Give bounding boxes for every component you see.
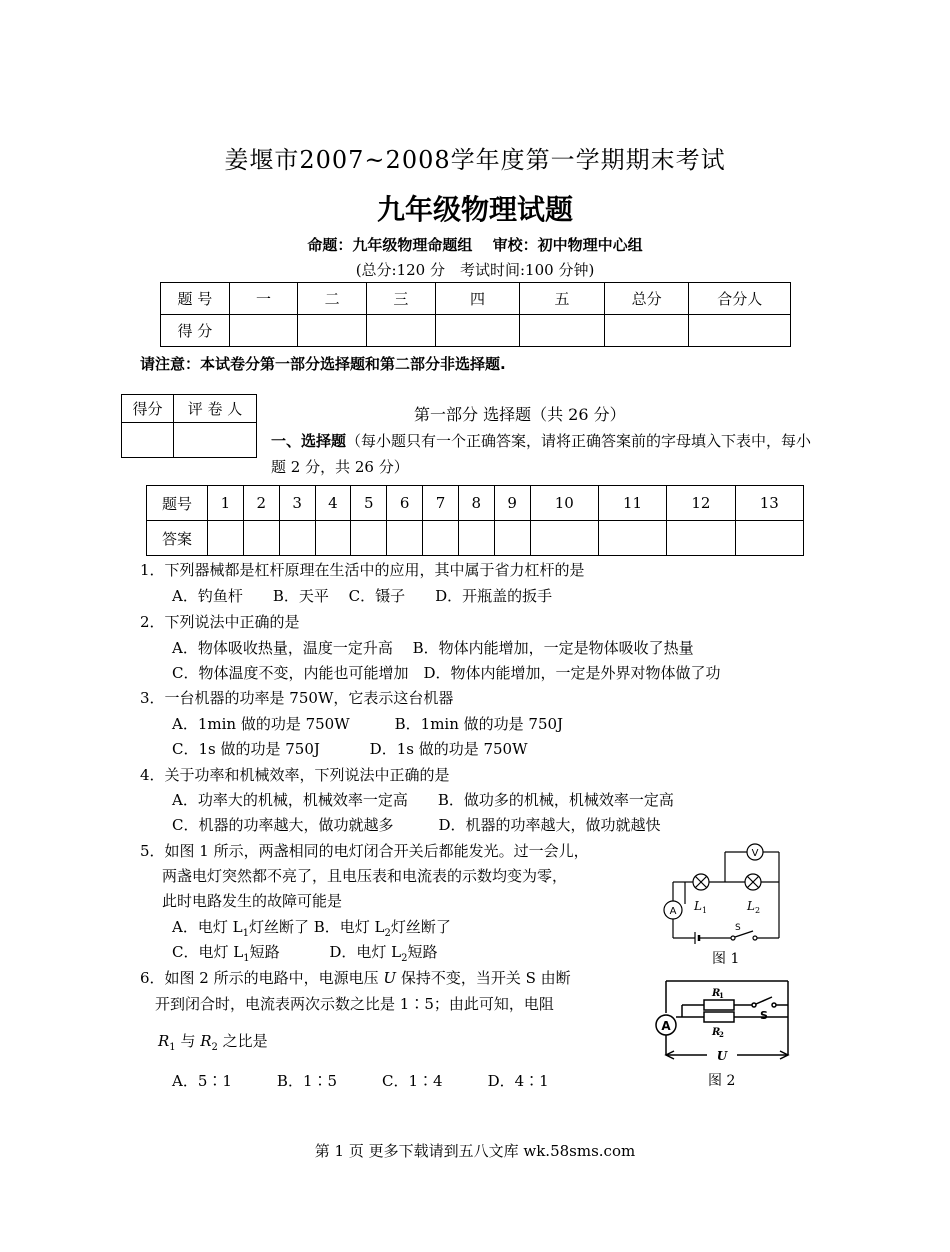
fig2-r2-label: R xyxy=(712,1027,721,1038)
figure1-caption: 图 1 xyxy=(712,951,740,967)
score-cell: 题 号 xyxy=(161,283,230,315)
answer-table-answer-row xyxy=(147,521,804,556)
answer-empty-cell[interactable] xyxy=(458,521,494,556)
q3-stem: 3．一台机器的功率是 750W，它表示这台机器 xyxy=(140,689,454,707)
q6-stem-1 xyxy=(140,967,571,988)
q1-stem: 1．下列器械都是杠杆原理在生活中的应用，其中属于省力杠杆的是 xyxy=(140,561,585,579)
fig1-switch-label: S xyxy=(735,923,741,933)
answer-empty-cell[interactable] xyxy=(279,521,315,556)
q5-opt-d-rest: 短路 xyxy=(407,943,438,961)
q6-mid: 与 xyxy=(175,1032,201,1050)
figure2-caption: 图 2 xyxy=(708,1073,736,1089)
answer-number-cell: 3 xyxy=(279,486,315,521)
q5-opt-c: C．电灯 L xyxy=(172,943,244,961)
score-label-cell: 得 分 xyxy=(161,315,230,347)
page-footer: 第 1 页 更多下载请到五八文库 wk.58sms.com xyxy=(314,1142,636,1160)
score-table-header-row xyxy=(161,283,791,315)
answer-table-number-row xyxy=(147,486,804,521)
q2-options-2: C．物体温度不变，内能也可能增加 D．物体内能增加，一定是外界对物体做了功 xyxy=(172,664,721,682)
figure2-circuit xyxy=(652,973,792,1065)
q3-options-2: C．1s 做的功是 750J D．1s 做的功是 750W xyxy=(172,740,528,758)
page-title: 九年级物理试题 xyxy=(376,193,573,226)
part1-title: 第一部分 选择题（共 26 分） xyxy=(414,405,626,424)
answer-number-cell: 4 xyxy=(315,486,351,521)
section-header xyxy=(271,428,816,480)
q4-options-1: A．功率大的机械，机械效率一定高 B．做功多的机械，机械效率一定高 xyxy=(172,791,674,809)
fig2-switch-icon xyxy=(756,997,772,1004)
score-empty-cell[interactable] xyxy=(520,315,605,347)
q2-options-1: A．物体吸收热量，温度一定升高 B．物体内能增加，一定是物体吸收了热量 xyxy=(172,639,694,657)
q6-var-u: U xyxy=(383,969,397,987)
fig2-resistor-r1-icon xyxy=(704,1000,734,1010)
grader-table xyxy=(121,394,257,458)
fig1-lamp2-sub: 2 xyxy=(755,906,761,915)
q6-text-a: 6．如图 2 所示的电路中，电源电压 xyxy=(140,969,384,987)
fig1-lamp1-sub: 1 xyxy=(702,906,708,915)
q6-tail: 之比是 xyxy=(217,1032,268,1050)
q6-r1: R xyxy=(158,1032,170,1050)
score-cell: 五 xyxy=(520,283,605,315)
q5-opt-a-sub: 1 xyxy=(242,928,249,939)
q5-stem-3: 此时电路发生的故障可能是 xyxy=(162,892,343,910)
q3-options-1: A．1min 做的功是 750W B．1min 做的功是 750J xyxy=(172,715,564,733)
q4-options-2: C．机器的功率越大，做功就越多 D．机器的功率越大，做功就越快 xyxy=(172,816,661,834)
q5-opt-b-rest: 灯丝断了 xyxy=(390,918,451,936)
answer-number-cell: 8 xyxy=(458,486,494,521)
figure1-circuit xyxy=(655,842,787,946)
grader-empty-row xyxy=(122,423,257,458)
grader-person-label: 评 卷 人 xyxy=(173,395,256,423)
q6-r2: R xyxy=(200,1032,212,1050)
answer-number-cell: 9 xyxy=(494,486,530,521)
fig1-switch-icon xyxy=(753,936,757,940)
answer-number-cell: 1 xyxy=(208,486,244,521)
fig2-r1-label: R xyxy=(712,988,721,999)
q6-text-b: 保持不变，当开关 S 由断 xyxy=(396,969,571,987)
answer-empty-cell[interactable] xyxy=(735,521,803,556)
fig1-switch-icon xyxy=(731,936,735,940)
q5-opt-d: 短路 D．电灯 L xyxy=(249,943,402,961)
fig2-voltage-label: U xyxy=(716,1049,728,1063)
q5-opt-a: A．电灯 L xyxy=(172,918,243,936)
section-desc: （每小题只有一个正确答案，请将正确答案前的字母填入下表中，每小题 2 分，共 26 分） xyxy=(271,432,812,476)
fig1-lamp1-label: L xyxy=(694,899,702,913)
fig2-r1-sub: 1 xyxy=(719,991,724,1000)
answer-empty-cell[interactable] xyxy=(208,521,244,556)
answer-number-cell: 5 xyxy=(351,486,387,521)
answer-number-cell: 2 xyxy=(243,486,279,521)
answer-empty-cell[interactable] xyxy=(494,521,530,556)
score-cell: 总分 xyxy=(604,283,689,315)
answer-empty-cell[interactable] xyxy=(315,521,351,556)
answer-number-cell: 7 xyxy=(423,486,459,521)
answer-row-label: 答案 xyxy=(147,521,208,556)
q2-stem: 2．下列说法中正确的是 xyxy=(140,613,300,631)
grader-header-row xyxy=(122,395,257,423)
score-cell: 合分人 xyxy=(689,283,791,315)
answer-empty-cell[interactable] xyxy=(423,521,459,556)
section-label: 一、选择题 xyxy=(271,432,347,450)
fig2-resistor-r2-icon xyxy=(704,1012,734,1022)
answer-number-cell: 12 xyxy=(667,486,735,521)
score-cell: 一 xyxy=(229,283,298,315)
q6-options: A．5∶1 B．1∶5 C．1∶4 D．4∶1 xyxy=(172,1072,549,1090)
q1-options: A．钓鱼杆 B．天平 C．镊子 D．开瓶盖的扳手 xyxy=(172,587,553,605)
score-empty-cell[interactable] xyxy=(367,315,436,347)
answer-empty-cell[interactable] xyxy=(530,521,598,556)
q5-options-2 xyxy=(172,941,438,964)
score-table xyxy=(160,282,791,347)
q5-opt-b: 灯丝断了 B．电灯 L xyxy=(248,918,385,936)
score-cell: 三 xyxy=(367,283,436,315)
answer-number-cell: 13 xyxy=(735,486,803,521)
grader-empty-cell[interactable] xyxy=(173,423,256,458)
setter-line: 命题：九年级物理命题组 审校：初中物理中心组 xyxy=(307,236,643,254)
q5-stem-2: 两盏电灯突然都不亮了，且电压表和电流表的示数均变为零， xyxy=(162,867,568,885)
grader-empty-cell[interactable] xyxy=(122,423,174,458)
answer-table xyxy=(146,485,804,556)
totals-line: (总分:120 分 考试时间:100 分钟) xyxy=(355,261,595,279)
fig2-r2-sub: 2 xyxy=(719,1030,724,1039)
score-cell: 二 xyxy=(298,283,367,315)
score-empty-cell[interactable] xyxy=(229,315,298,347)
q5-opt-c-sub: 1 xyxy=(243,953,250,964)
exam-school-line: 姜堰市2007~2008学年度第一学期期末考试 xyxy=(224,146,726,174)
score-empty-cell[interactable] xyxy=(604,315,689,347)
q4-stem: 4．关于功率和机械效率，下列说法中正确的是 xyxy=(140,766,450,784)
q5-options-1 xyxy=(172,916,451,939)
fig2-ammeter-label: A xyxy=(661,1019,671,1033)
score-cell: 四 xyxy=(435,283,520,315)
q6-stem-2: 开到闭合时，电流表两次示数之比是 1∶5；由此可知，电阻 xyxy=(155,995,554,1013)
fig1-ammeter-label: A xyxy=(669,906,677,917)
q5-opt-b-sub: 2 xyxy=(384,928,391,939)
answer-empty-cell[interactable] xyxy=(351,521,387,556)
answer-empty-cell[interactable] xyxy=(667,521,735,556)
score-empty-cell[interactable] xyxy=(689,315,791,347)
q6-stem-3 xyxy=(158,1030,268,1053)
score-empty-cell[interactable] xyxy=(435,315,520,347)
answer-empty-cell[interactable] xyxy=(243,521,279,556)
fig2-switch-label: S xyxy=(760,1009,768,1022)
answer-number-cell: 6 xyxy=(387,486,423,521)
q6-r2-sub: 2 xyxy=(211,1042,218,1053)
answer-empty-cell[interactable] xyxy=(387,521,423,556)
fig1-voltmeter-label: V xyxy=(751,848,759,859)
answer-number-cell: 10 xyxy=(530,486,598,521)
answer-row-label: 题号 xyxy=(147,486,208,521)
q5-stem-1: 5．如图 1 所示，两盏相同的电灯闭合开关后都能发光。过一会儿， xyxy=(140,842,589,860)
grader-score-label: 得分 xyxy=(122,395,174,423)
q6-r1-sub: 1 xyxy=(169,1042,176,1053)
fig1-lamp2-label: L xyxy=(747,899,755,913)
fig2-switch-icon xyxy=(752,1003,756,1007)
answer-number-cell: 11 xyxy=(598,486,666,521)
notice-text: 请注意：本试卷分第一部分选择题和第二部分非选择题. xyxy=(140,355,506,373)
score-empty-cell[interactable] xyxy=(298,315,367,347)
q5-opt-d-sub: 2 xyxy=(401,953,408,964)
answer-empty-cell[interactable] xyxy=(598,521,666,556)
score-table-score-row xyxy=(161,315,791,347)
fig2-switch-icon xyxy=(772,1003,776,1007)
